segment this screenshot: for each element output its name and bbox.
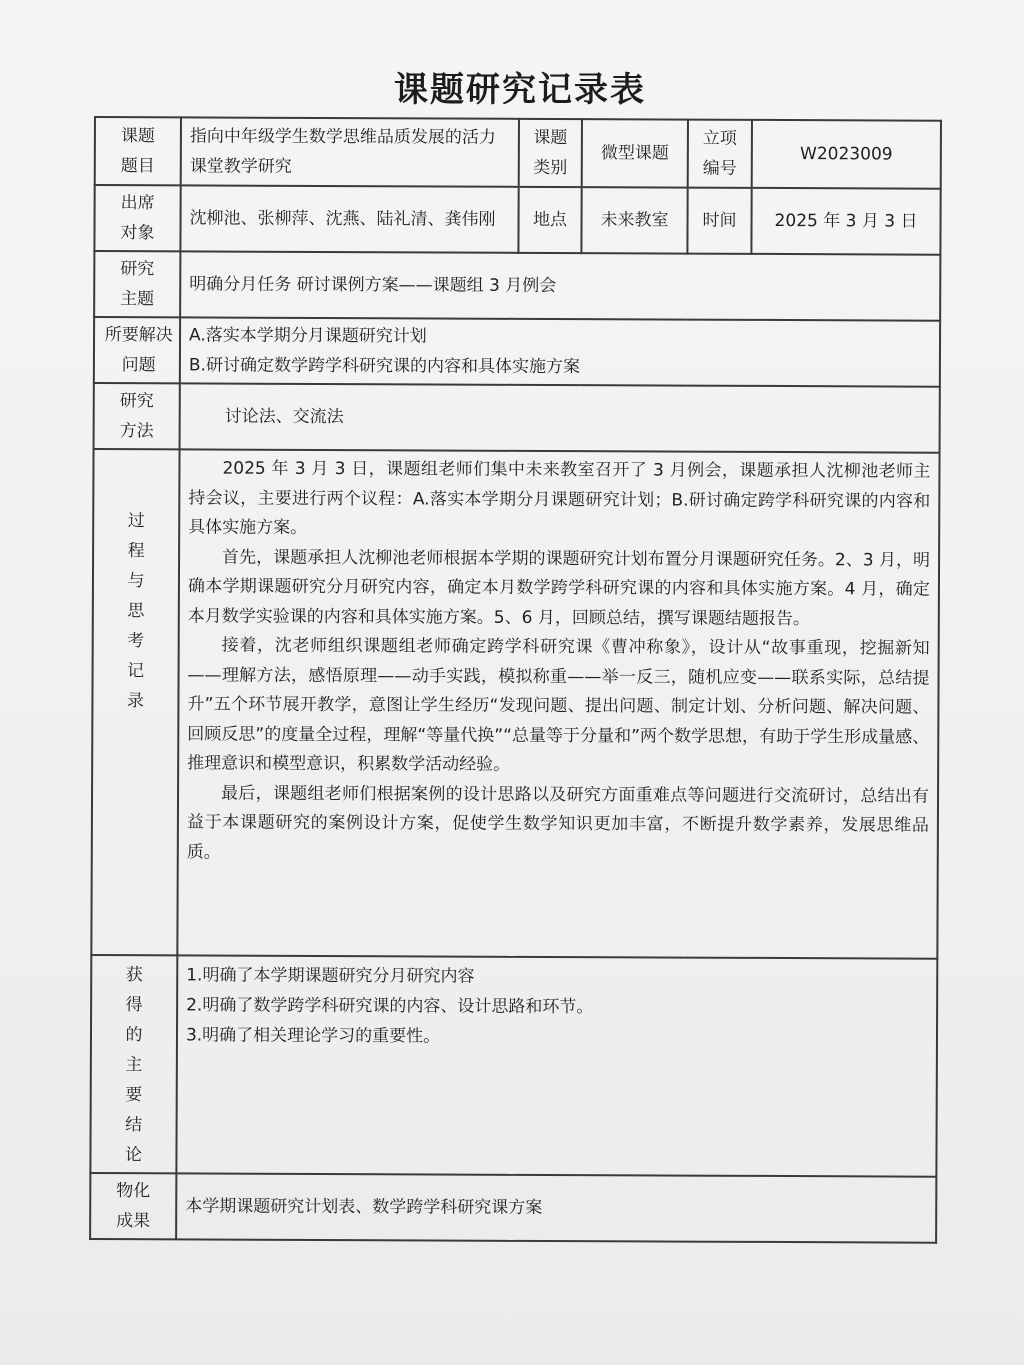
document-title: 课题研究记录表 xyxy=(394,70,646,110)
conclusion-item: 1.明确了本学期课题研究分月研究内容 xyxy=(186,965,475,987)
process-paragraph: 接着，沈老师组织课题组老师确定跨学科研究课《曹冲称象》，设计从“故事重现，挖掘新知——理解方法，感悟原理——动手实践，模拟称重——举一反三，随机应变——联系实际，总结提升”五个环节展开教学，意图让学生经历“发现问题、提出问题、制定计划、分析问题、解决问题、回顾反思”的度量全过程，理解“等量代换”“总量等于分量和”两个数学思想，有助于学生形成量感、推理意识和模型意识，积累数学活动经验。 xyxy=(187,635,930,775)
process-paragraph: 首先，课题承担人沈柳池老师根据本学期的课题研究计划布置分月课题研究任务。2、3 月，明确本学期课题研究分月研究内容，确定本月数学跨学科研究课的内容和具体实施方案。4 月，确定本月数学实验课的内容和具体实施方案。5、6 月，回顾总结，撰写课题结题报告。 xyxy=(187,547,931,629)
results-value: 本学期课题研究计划表、数学跨学科研究课方案 xyxy=(176,1173,936,1242)
number-value: W2023009 xyxy=(752,120,941,189)
row-process xyxy=(91,449,939,959)
problems-label: 所要解决问题 xyxy=(94,317,180,383)
row-problems xyxy=(94,317,940,387)
row-topic xyxy=(95,117,941,189)
process-paragraph: 最后，课题组老师们根据案例的设计思路以及研究方面重难点等问题进行交流研讨，总结出有益于本课题研究的案例设计方案，促使学生数学知识更加丰富，不断提升数学素养，发展思维品质。 xyxy=(186,783,930,863)
method-label: 研究方法 xyxy=(94,383,180,449)
row-method xyxy=(94,383,940,453)
time-label: 时间 xyxy=(687,188,751,254)
conclusion-item: 3.明确了相关理论学习的重要性。 xyxy=(185,1025,441,1047)
number-label: 立项编号 xyxy=(688,120,752,188)
record-table xyxy=(89,116,942,1244)
time-value: 2025 年 3 月 3 日 xyxy=(751,188,940,255)
conclusions-value xyxy=(176,955,937,1176)
category-label: 课题类别 xyxy=(519,119,582,187)
row-theme xyxy=(94,251,940,321)
conclusions-label: 获得的主要结论 xyxy=(90,955,177,1173)
theme-value: 明确分月任务 研讨课例方案——课题组 3 月例会 xyxy=(180,251,940,320)
attendees-label: 出席对象 xyxy=(94,185,180,251)
process-paragraph: 2025 年 3 月 3 日，课题组老师们集中未来教室召开了 3 月例会，课题承担人沈柳池老师主持会议，主要进行两个议程：A.落实本学期分月课题研究计划；B.研讨确定跨学科研究课的内容和具体实施方案。 xyxy=(188,458,931,538)
problems-value xyxy=(180,317,940,386)
process-value xyxy=(177,449,939,958)
method-value: 讨论法、交流法 xyxy=(180,383,940,452)
location-value: 未来教室 xyxy=(581,187,687,253)
attendees-value: 沈柳池、张柳萍、沈燕、陆礼清、龚伟刚 xyxy=(180,185,518,252)
location-label: 地点 xyxy=(518,187,581,253)
conclusion-item: 2.明确了数学跨学科研究课的内容、设计思路和环节。 xyxy=(186,995,594,1018)
results-label: 物化成果 xyxy=(90,1173,176,1239)
topic-label: 课题题目 xyxy=(95,117,181,185)
row-attendees xyxy=(94,185,940,255)
row-results xyxy=(90,1173,936,1243)
problem-item: A.落实本学期分月课题研究计划 xyxy=(188,325,427,347)
theme-label: 研究主题 xyxy=(94,251,180,317)
process-label: 过程与思考记录 xyxy=(91,449,179,955)
row-conclusions xyxy=(90,955,937,1177)
category-value: 微型课题 xyxy=(582,119,688,187)
topic-value: 指向中年级学生数学思维品质发展的活力课堂教学研究 xyxy=(181,117,519,186)
problem-item: B.研讨确定数学跨学科研究课的内容和具体实施方案 xyxy=(188,355,581,378)
